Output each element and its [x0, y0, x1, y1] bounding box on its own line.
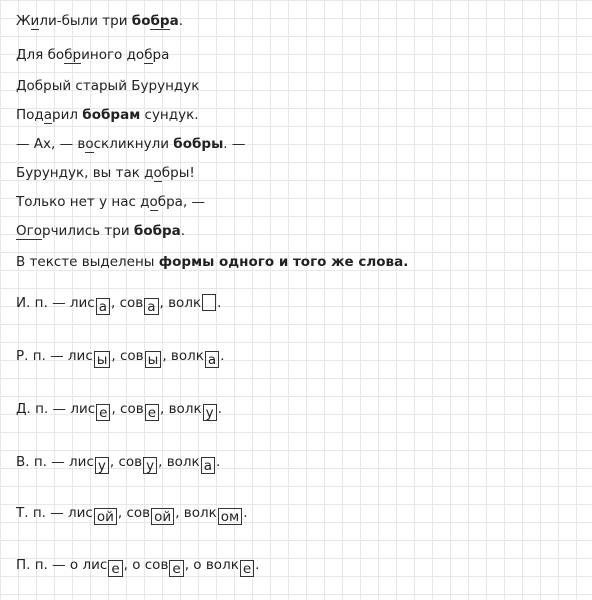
- underlined-letter: а: [43, 107, 53, 123]
- text: скликнули: [93, 136, 174, 152]
- case-text: , волк: [162, 348, 204, 364]
- underlined-letter: о: [85, 136, 94, 152]
- poem-line-5: [16, 134, 245, 154]
- ending-box: а: [96, 298, 110, 315]
- text: Только нет у нас д: [16, 194, 150, 210]
- case-text: , волк: [175, 505, 217, 521]
- ending-box: ы: [145, 351, 162, 368]
- highlighted-word: бобры: [173, 136, 224, 152]
- underlined-letter: о: [153, 165, 162, 181]
- underlined-letter: о: [33, 223, 42, 239]
- case-prefix: Д. п. — лис: [16, 401, 96, 417]
- ending-box: ом: [218, 508, 242, 525]
- ending-box: е: [240, 560, 254, 577]
- case-prefix: И. п. — лис: [16, 295, 95, 311]
- text: .: [178, 13, 183, 29]
- text: бры!: [161, 165, 195, 181]
- ending-box: е: [145, 404, 159, 421]
- highlighted-word: бобрам: [82, 107, 141, 123]
- underlined-letters: бр: [150, 13, 170, 29]
- underlined-letter: б: [64, 47, 73, 63]
- ending-box: а: [205, 351, 219, 368]
- case-end: .: [243, 505, 248, 521]
- case-prefix: Т. п. — лис: [16, 505, 93, 521]
- text: рил: [52, 107, 83, 123]
- poem-line-7: [16, 192, 205, 212]
- underlined-letter: г: [26, 223, 34, 239]
- case-end: .: [217, 295, 222, 311]
- case-text: , о волк: [184, 557, 239, 573]
- poem-line-4: [16, 105, 199, 125]
- text: Для бо: [16, 47, 65, 63]
- case-text: , сов: [111, 295, 144, 311]
- case-row-instrumental: [16, 503, 248, 525]
- poem-line-3: [16, 76, 199, 96]
- highlighted-word: бобра: [133, 223, 181, 239]
- text: ра: [152, 47, 170, 63]
- case-text: , сов: [117, 505, 151, 521]
- case-text: , сов: [109, 454, 143, 470]
- text: — Ах, — в: [16, 136, 86, 152]
- text: Добрый старый Бурундук: [16, 78, 200, 94]
- case-row-dative: [16, 399, 222, 421]
- text: ли-были три: [39, 13, 132, 29]
- underlined-letter: р: [72, 47, 82, 63]
- text: иного до: [81, 47, 145, 63]
- ending-box: у: [95, 457, 109, 474]
- note: [16, 252, 408, 272]
- case-prefix: П. п. — о лис: [16, 557, 108, 573]
- ending-box: ой: [94, 508, 117, 525]
- ending-box: а: [201, 457, 215, 474]
- ending-box: е: [108, 560, 122, 577]
- poem-line-8: [16, 221, 185, 241]
- case-row-nominative: [16, 293, 221, 315]
- case-end: .: [215, 454, 221, 470]
- case-end: .: [220, 348, 225, 364]
- bold-text: бо: [131, 13, 151, 29]
- case-text: , сов: [111, 348, 144, 364]
- case-row-prepositional: [16, 555, 259, 577]
- case-prefix: В. п. — лис: [16, 454, 94, 470]
- highlighted-word: [132, 13, 179, 30]
- underlined-letter: О: [16, 223, 27, 239]
- note-bold: формы одного и того же слова.: [158, 254, 409, 270]
- case-text: , о сов: [123, 557, 169, 573]
- case-end: .: [255, 557, 260, 573]
- case-text: , волк: [159, 295, 202, 311]
- ending-box: ы: [94, 351, 111, 368]
- case-end: .: [217, 401, 222, 417]
- case-row-genitive: [16, 346, 225, 368]
- ending-box: е: [169, 560, 183, 577]
- empty-ending-box: [202, 294, 216, 311]
- text: сундук.: [140, 107, 199, 123]
- poem-line-1: [16, 11, 183, 31]
- case-text: , волк: [160, 401, 202, 417]
- ending-box: а: [144, 298, 158, 315]
- text: бра, —: [157, 194, 206, 210]
- underlined-letter: и: [30, 13, 40, 29]
- case-text: , волк: [158, 454, 200, 470]
- poem-line-2: [16, 45, 169, 65]
- text: Бурундук, вы так д: [16, 165, 154, 181]
- note-text: В тексте выделены: [16, 254, 159, 270]
- text: Ж: [16, 13, 31, 29]
- case-text: , сов: [111, 401, 144, 417]
- text: .: [180, 223, 186, 239]
- case-prefix: Р. п. — лис: [16, 348, 93, 364]
- ending-box: ой: [151, 508, 174, 525]
- text: . —: [223, 136, 246, 152]
- ending-box: е: [96, 404, 110, 421]
- ending-box: у: [143, 457, 157, 474]
- underlined-letter: б: [144, 47, 153, 63]
- ending-box: у: [203, 404, 217, 421]
- underlined-letter: о: [149, 194, 158, 210]
- bold-text: а: [169, 13, 179, 29]
- text: рчились три: [42, 223, 134, 239]
- text: Под: [16, 107, 44, 123]
- poem-line-6: [16, 163, 195, 183]
- case-row-accusative: [16, 452, 220, 474]
